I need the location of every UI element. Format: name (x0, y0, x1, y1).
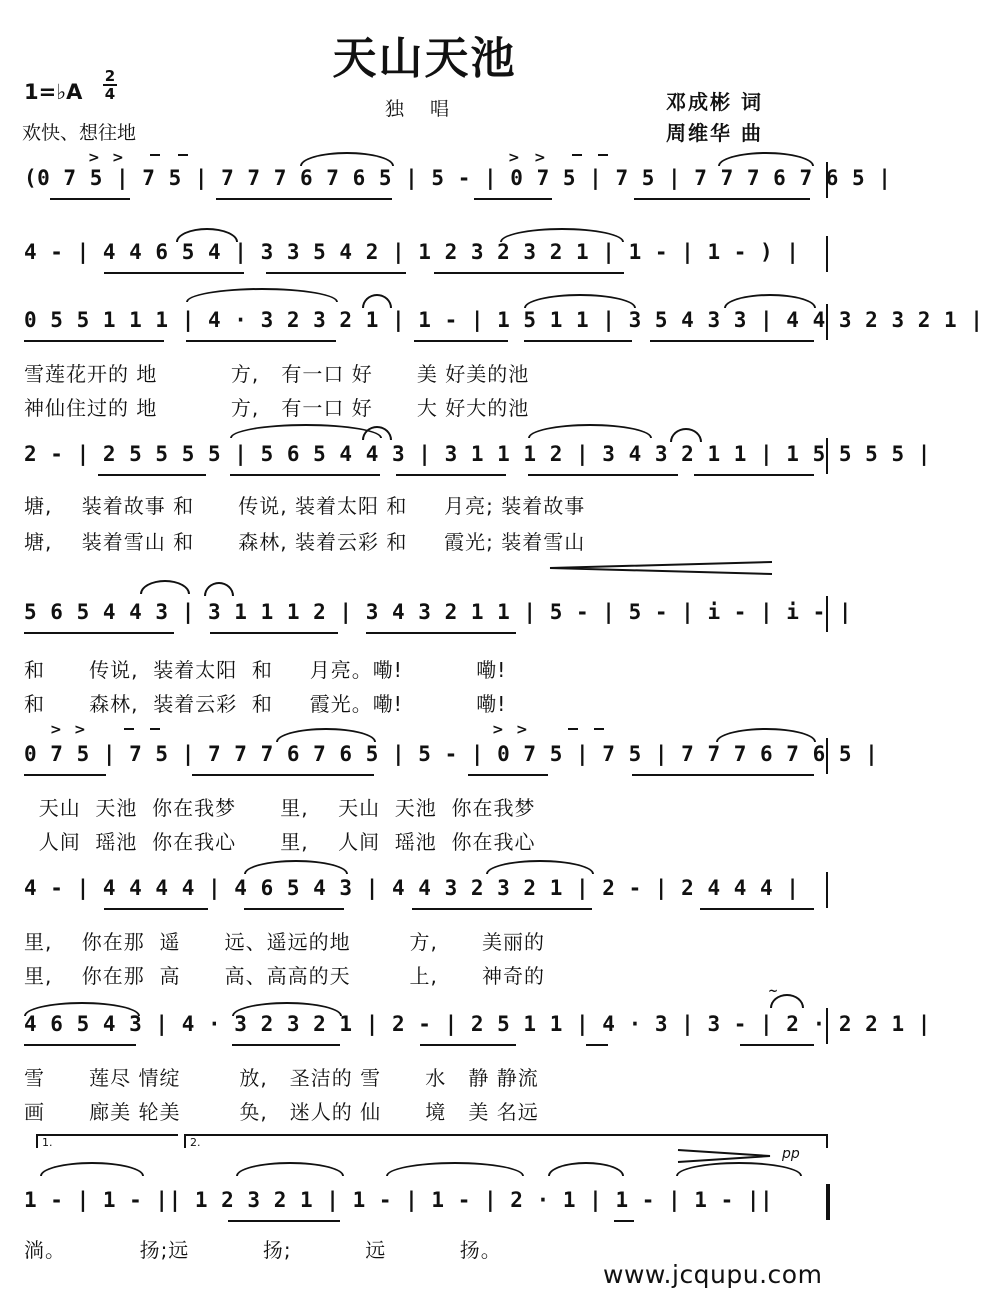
performance-type: 独 唱 (385, 98, 460, 120)
time-signature-top: 2 (104, 67, 116, 85)
lyric-line-2: 画 廊美 轮美 奂, 迷人的 仙 境 美 名远 (24, 1100, 539, 1124)
time-signature (103, 68, 117, 102)
accent-mark: > (516, 722, 528, 738)
lyric-line-2: 神仙住过的 地 方, 有一口 好 大 好大的池 (24, 396, 530, 420)
notes-line: 4 - | 4 4 4 4 | 4 6 5 4 3 | 4 4 3 2 3 2 1 | 2 - | 2 4 4 4 | (24, 876, 800, 900)
mordent-mark: ~ (768, 984, 779, 998)
accent-mark: > (50, 722, 62, 738)
accent-mark: > (508, 150, 520, 166)
composer-credit: 周维华 曲 (666, 121, 763, 145)
tempo-marking: 欢快、想往地 (22, 122, 137, 144)
notes-line: 4 - | 4 4 6 5 4 | 3 3 5 4 2 | 1 2 3 2 3 2 1 | 1 - | 1 - ) | (24, 240, 800, 264)
lyric-line-1: 塘, 装着故事 和 传说, 装着太阳 和 月亮; 装着故事 (24, 494, 586, 518)
notes-line: 4 6 5 4 3 | 4 · 3 2 3 2 1 | 2 - | 2 5 1 1 | 4 · 3 | 3 - | 2 · 2 2 1 | (24, 1012, 931, 1036)
lyric-line-1: 雪莲花开的 地 方, 有一口 好 美 好美的池 (24, 362, 530, 386)
accent-mark: > (112, 150, 124, 166)
accent-mark: > (74, 722, 86, 738)
accent-mark: > (534, 150, 546, 166)
notes-line: 2 - | 2 5 5 5 5 | 5 6 5 4 4 3 | 3 1 1 1 2 | 3 4 3 2 1 1 | 1 5 5 5 5 | (24, 442, 931, 466)
lyric-line-1: 天山 天池 你在我梦 里, 天山 天池 你在我梦 (24, 796, 536, 820)
lyric-line-2: 里, 你在那 高 高、高高的天 上, 神奇的 (24, 964, 546, 988)
key-signature: 1=♭A (24, 80, 83, 104)
notes-line: (0 7 5 | 7 5 | 7 7 7 6 7 6 5 | 5 - | 0 7 5 | 7 5 | 7 7 7 6 7 6 5 | (24, 166, 892, 190)
lyric-line-2: 和 森林, 装着云彩 和 霞光。嘞! 嘞! (24, 692, 507, 716)
notes-line: 0 7 5 | 7 5 | 7 7 7 6 7 6 5 | 5 - | 0 7 5 | 7 5 | 7 7 7 6 7 6 5 | (24, 742, 879, 766)
lyricist-credit: 邓成彬 词 (666, 90, 763, 114)
lyric-line-1: 淌。 扬;远 扬; 远 扬。 (24, 1238, 502, 1262)
notes-line: 1 - | 1 - || 1 2 3 2 1 | 1 - | 1 - | 2 · 1 | 1 - | 1 - || (24, 1188, 774, 1212)
watermark-url: www.jcqupu.com (603, 1260, 823, 1289)
notes-line: 0 5 5 1 1 1 | 4 · 3 2 3 2 1 | 1 - | 1 5 1 1 | 3 5 4 3 3 | 4 4 3 2 3 2 1 | (24, 308, 983, 332)
second-ending: 2. (184, 1134, 828, 1148)
lyric-line-1: 和 传说, 装着太阳 和 月亮。嘞! 嘞! (24, 658, 507, 682)
accent-mark: > (88, 150, 100, 166)
lyric-line-2: 塘, 装着雪山 和 森林, 装着云彩 和 霞光; 装着雪山 (24, 530, 586, 554)
crescendo-hairpin (548, 560, 774, 576)
lyric-line-2: 人间 瑶池 你在我心 里, 人间 瑶池 你在我心 (24, 830, 536, 854)
dynamic-marking: pp (782, 1146, 800, 1162)
lyric-line-1: 里, 你在那 遥 远、遥远的地 方, 美丽的 (24, 930, 546, 954)
time-signature-bottom: 4 (104, 85, 116, 103)
accent-mark: > (492, 722, 504, 738)
notes-line: 5 6 5 4 4 3 | 3 1 1 1 2 | 3 4 3 2 1 1 | 5 - | 5 - | i - | i - | (24, 600, 853, 624)
lyric-line-1: 雪 莲尽 情绽 放, 圣洁的 雪 水 静 静流 (24, 1066, 539, 1090)
first-ending: 1. (36, 1134, 178, 1148)
song-title: 天山天池 (332, 33, 517, 84)
